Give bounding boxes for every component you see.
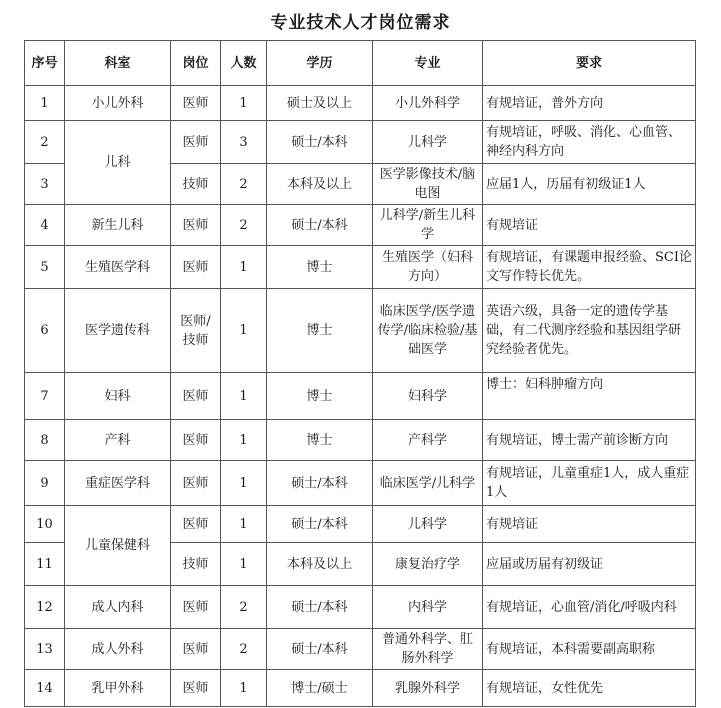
cell-edu: 硕士及以上: [267, 86, 373, 121]
table-row: [25, 420, 696, 461]
cell-seq: 2: [25, 121, 65, 164]
table-row: [25, 246, 696, 289]
cell-count: 1: [221, 670, 267, 707]
cell-post: 医师: [171, 121, 221, 164]
cell-seq: 5: [25, 246, 65, 289]
cell-edu: 博士/硕士: [267, 670, 373, 707]
table-row: [25, 461, 696, 506]
cell-edu: 硕士/本科: [267, 506, 373, 543]
cell-seq: 7: [25, 373, 65, 420]
cell-count: 1: [221, 289, 267, 373]
cell-major: 儿科学: [373, 121, 483, 164]
cell-post: 医师: [171, 246, 221, 289]
cell-seq: 11: [25, 543, 65, 586]
cell-req: 博士：妇科肿瘤方向: [483, 373, 696, 420]
cell-req: 有规培证，普外方向: [483, 86, 696, 121]
table-row: [25, 586, 696, 629]
cell-req: 有规培证，有课题申报经验、SCI论文写作特长优先。: [483, 246, 696, 289]
cell-count: 3: [221, 121, 267, 164]
cell-post: 医师: [171, 506, 221, 543]
cell-seq: 1: [25, 86, 65, 121]
cell-major: 医学影像技术/脑电图: [373, 164, 483, 205]
cell-post: 医师: [171, 461, 221, 506]
header-row: [25, 41, 696, 86]
cell-major: 乳腺外科学: [373, 670, 483, 707]
cell-edu: 本科及以上: [267, 543, 373, 586]
header-seq: 序号: [25, 41, 65, 86]
cell-seq: 9: [25, 461, 65, 506]
cell-req: 有规培证，女性优先: [483, 670, 696, 707]
cell-seq: 3: [25, 164, 65, 205]
cell-major: 小儿外科学: [373, 86, 483, 121]
cell-dept: 重症医学科: [65, 461, 171, 506]
cell-edu: 硕士/本科: [267, 586, 373, 629]
cell-post: 医师: [171, 670, 221, 707]
table-row: [25, 121, 696, 164]
cell-count: 2: [221, 586, 267, 629]
cell-req: 有规培证: [483, 205, 696, 246]
cell-post: 医师: [171, 373, 221, 420]
table-row: [25, 289, 696, 373]
cell-dept: 医学遗传科: [65, 289, 171, 373]
cell-req: 有规培证: [483, 506, 696, 543]
cell-post: 医师: [171, 629, 221, 670]
cell-major: 儿科学: [373, 506, 483, 543]
header-edu: 学历: [267, 41, 373, 86]
cell-req: 应届或历届有初级证: [483, 543, 696, 586]
cell-req: 有规培证，心血管/消化/呼吸内科: [483, 586, 696, 629]
header-post: 岗位: [171, 41, 221, 86]
header-major: 专业: [373, 41, 483, 86]
cell-count: 2: [221, 164, 267, 205]
header-req: 要求: [483, 41, 696, 86]
cell-major: 内科学: [373, 586, 483, 629]
cell-major: 产科学: [373, 420, 483, 461]
cell-edu: 硕士/本科: [267, 629, 373, 670]
cell-edu: 博士: [267, 373, 373, 420]
cell-major: 康复治疗学: [373, 543, 483, 586]
cell-post: 医师: [171, 205, 221, 246]
cell-dept: 生殖医学科: [65, 246, 171, 289]
document-title: 专业技术人才岗位需求: [270, 13, 451, 33]
cell-dept: 儿童保健科: [65, 506, 171, 586]
cell-seq: 10: [25, 506, 65, 543]
table-row: [25, 670, 696, 707]
cell-dept: 新生儿科: [65, 205, 171, 246]
cell-req: 应届1人，历届有初级证1人: [483, 164, 696, 205]
cell-edu: 博士: [267, 420, 373, 461]
cell-edu: 本科及以上: [267, 164, 373, 205]
cell-post: 医师: [171, 420, 221, 461]
cell-count: 1: [221, 461, 267, 506]
cell-count: 2: [221, 205, 267, 246]
cell-seq: 4: [25, 205, 65, 246]
cell-count: 1: [221, 373, 267, 420]
cell-dept: 成人内科: [65, 586, 171, 629]
cell-dept: 儿科: [65, 121, 171, 205]
cell-seq: 13: [25, 629, 65, 670]
table-row: [25, 629, 696, 670]
cell-count: 1: [221, 506, 267, 543]
cell-post: 技师: [171, 164, 221, 205]
cell-count: 1: [221, 86, 267, 121]
cell-seq: 6: [25, 289, 65, 373]
cell-count: 1: [221, 420, 267, 461]
job-requirements-table: [24, 40, 696, 707]
cell-req: 有规培证，博士需产前诊断方向: [483, 420, 696, 461]
cell-major: 生殖医学（妇科方向）: [373, 246, 483, 289]
cell-dept: 产科: [65, 420, 171, 461]
cell-dept: 小儿外科: [65, 86, 171, 121]
table-row: [25, 86, 696, 121]
cell-req: 有规培证，儿童重症1人，成人重症1人: [483, 461, 696, 506]
header-count: 人数: [221, 41, 267, 86]
table-row: [25, 506, 696, 543]
cell-major: 普通外科学、肛肠外科学: [373, 629, 483, 670]
cell-dept: 妇科: [65, 373, 171, 420]
cell-seq: 12: [25, 586, 65, 629]
cell-dept: 成人外科: [65, 629, 171, 670]
cell-seq: 14: [25, 670, 65, 707]
table-row: [25, 373, 696, 420]
cell-edu: 硕士/本科: [267, 461, 373, 506]
cell-post: 医师: [171, 86, 221, 121]
cell-post: 技师: [171, 543, 221, 586]
cell-major: 临床医学/儿科学: [373, 461, 483, 506]
table-row: [25, 205, 696, 246]
cell-count: 2: [221, 629, 267, 670]
cell-post: 医师/技师: [171, 289, 221, 373]
cell-req: 英语六级，具备一定的遗传学基础，有二代测序经验和基因组学研究经验者优先。: [483, 289, 696, 373]
cell-seq: 8: [25, 420, 65, 461]
cell-edu: 博士: [267, 246, 373, 289]
cell-edu: 博士: [267, 289, 373, 373]
cell-req: 有规培证，本科需要副高职称: [483, 629, 696, 670]
cell-major: 儿科学/新生儿科学: [373, 205, 483, 246]
cell-count: 1: [221, 543, 267, 586]
cell-major: 临床医学/医学遗传学/临床检验/基础医学: [373, 289, 483, 373]
cell-edu: 硕士/本科: [267, 121, 373, 164]
header-dept: 科室: [65, 41, 171, 86]
cell-edu: 硕士/本科: [267, 205, 373, 246]
cell-dept: 乳甲外科: [65, 670, 171, 707]
cell-req: 有规培证，呼吸、消化、心血管、神经内科方向: [483, 121, 696, 164]
cell-count: 1: [221, 246, 267, 289]
cell-post: 医师: [171, 586, 221, 629]
cell-major: 妇科学: [373, 373, 483, 420]
